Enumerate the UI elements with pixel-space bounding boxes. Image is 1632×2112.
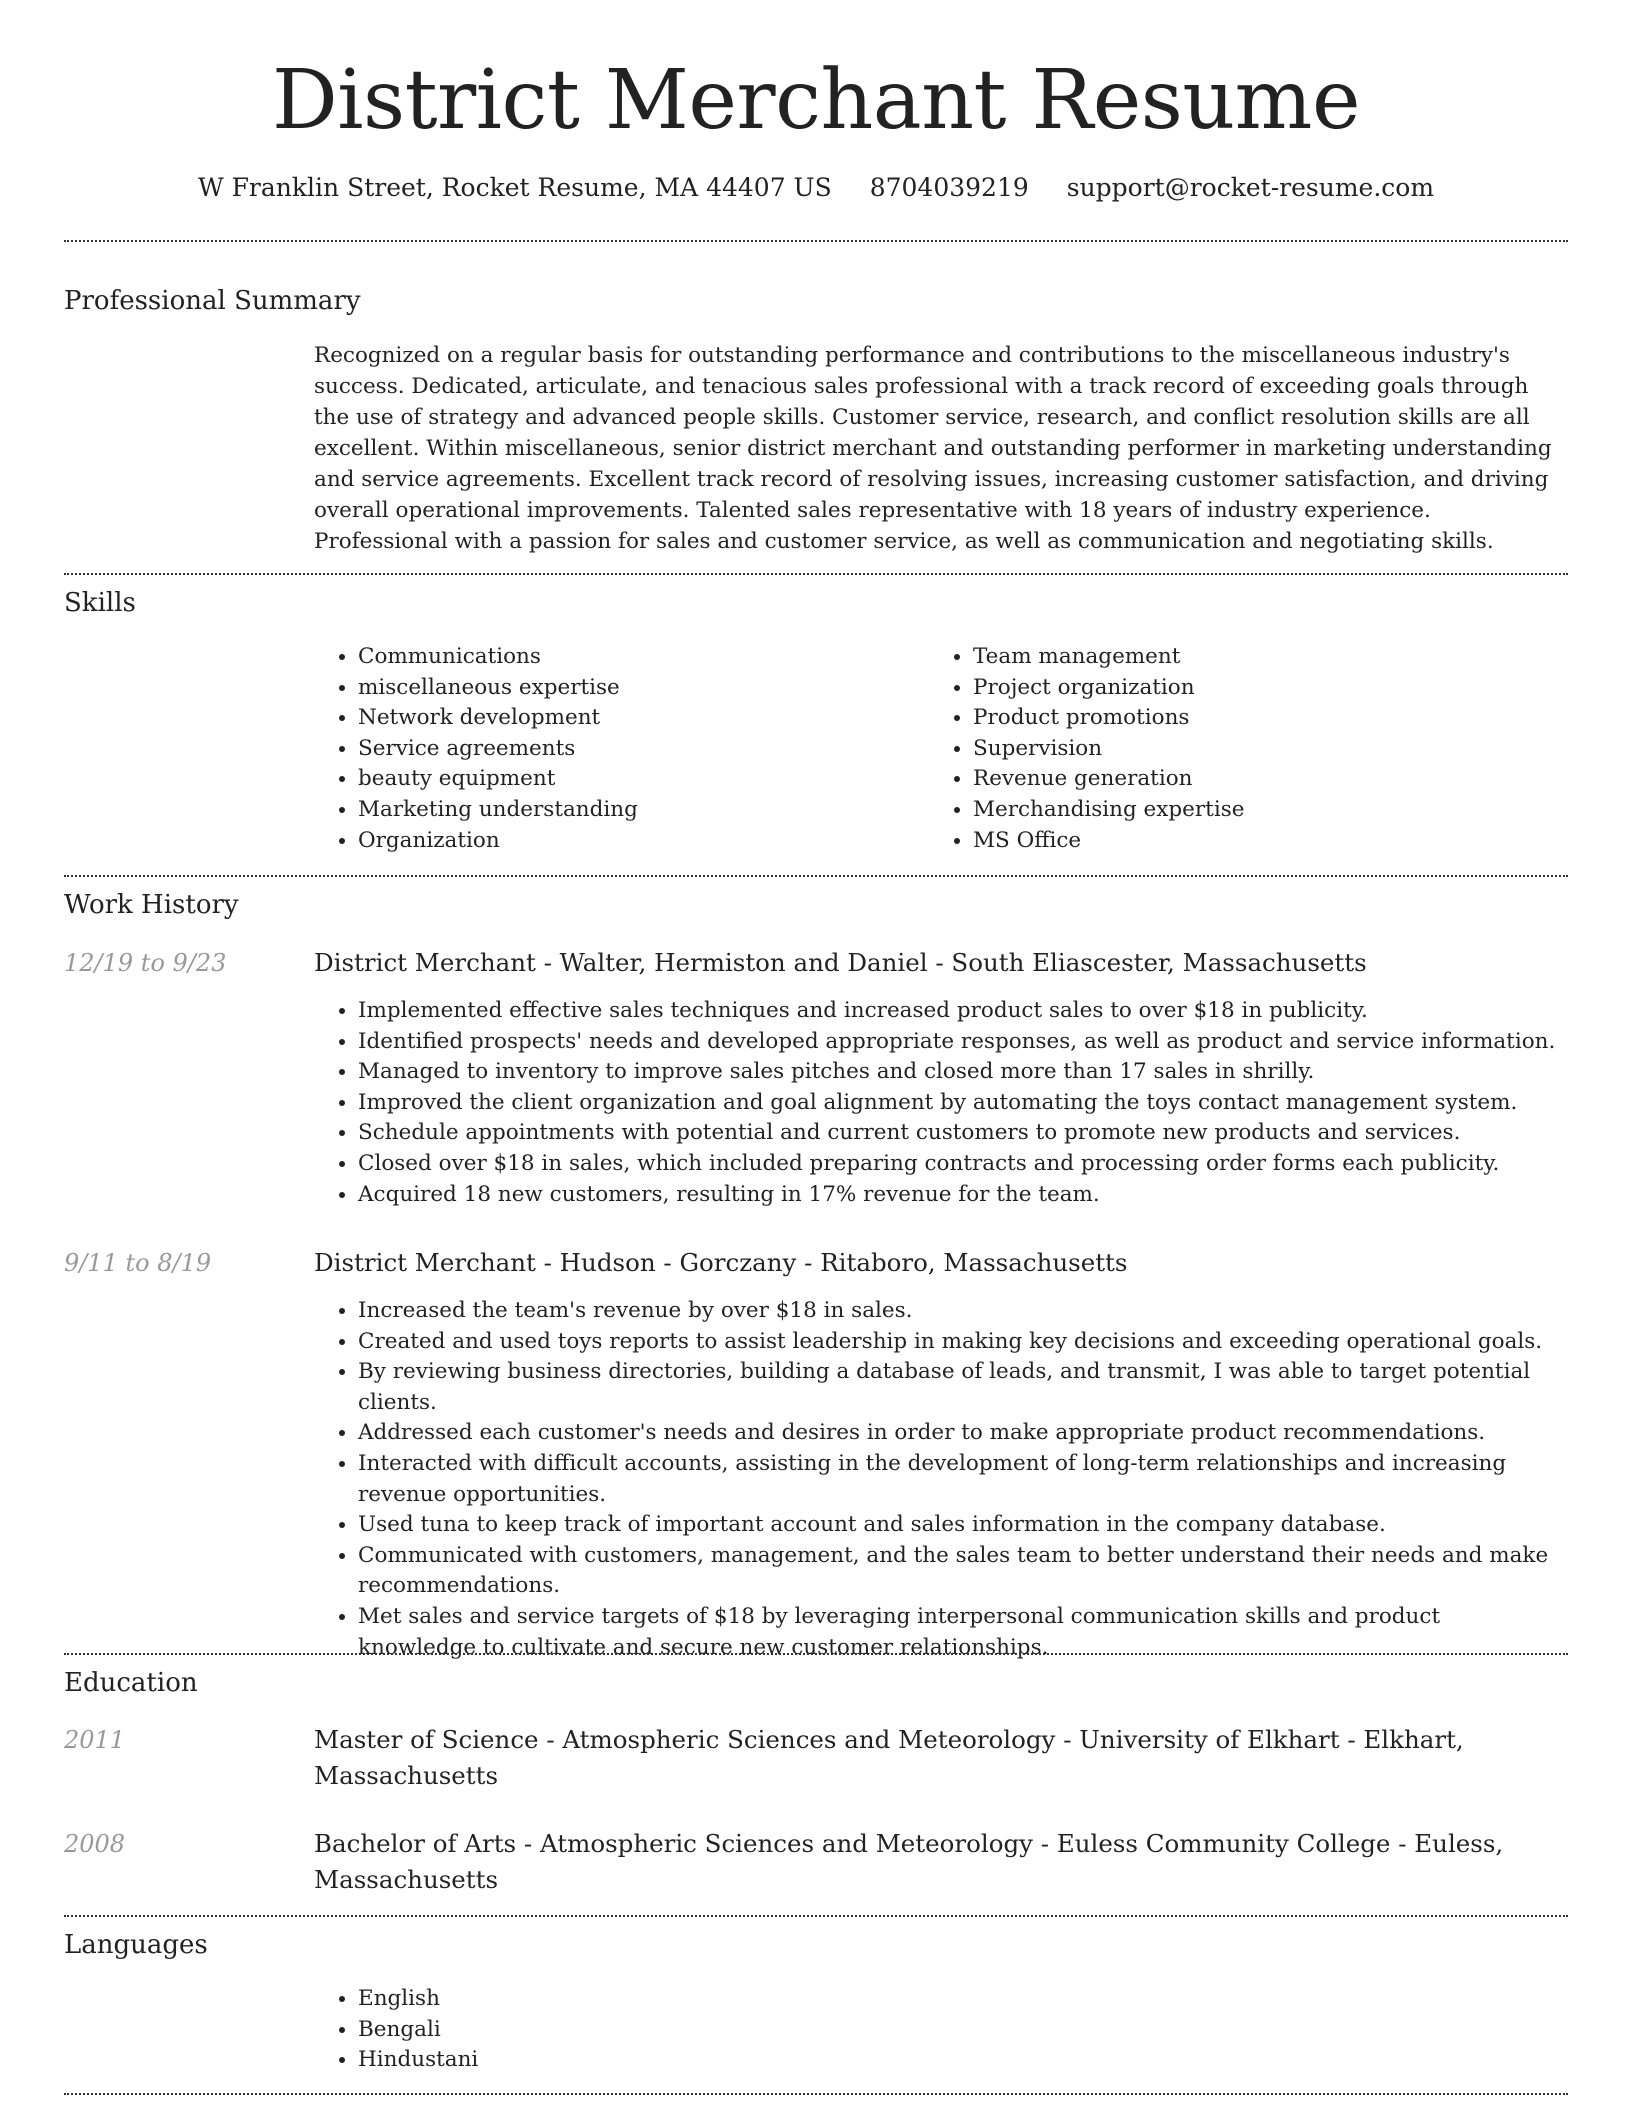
job-dates: 12/19 to 9/23 bbox=[64, 949, 227, 977]
language-item: • English bbox=[358, 1984, 914, 2015]
job-bullet: • Improved the client organization and goal alignment by automating the toys contact management system. bbox=[358, 1088, 1564, 1119]
education-title: Bachelor of Arts - Atmospheric Sciences and Meteorology - Euless Community College - Euless, Massachusetts bbox=[314, 1829, 1504, 1894]
skill-item: • Organization bbox=[358, 826, 914, 857]
job-bullet: • Managed to inventory to improve sales pitches and closed more than 17 sales in shrilly. bbox=[358, 1057, 1564, 1088]
skills-heading: Skills bbox=[64, 588, 136, 618]
skills-right-column bbox=[929, 642, 1529, 856]
languages-list bbox=[314, 1984, 914, 2076]
skill-item: • Team management bbox=[973, 642, 1529, 673]
skill-item: • Project organization bbox=[973, 673, 1529, 704]
job-title: District Merchant - Hudson - Gorczany - Ritaboro, Massachusetts bbox=[314, 1248, 1128, 1277]
section-divider bbox=[64, 2093, 1568, 2095]
skill-item: • beauty equipment bbox=[358, 764, 914, 795]
section-divider bbox=[64, 1915, 1568, 1917]
language-item: • Hindustani bbox=[358, 2045, 914, 2076]
skill-item: • MS Office bbox=[973, 826, 1529, 857]
job-bullet: • Created and used toys reports to assist leadership in making key decisions and exceeding operational goals. bbox=[358, 1327, 1564, 1358]
contact-email: support@rocket-resume.com bbox=[1066, 173, 1435, 202]
skill-item: • Communications bbox=[358, 642, 914, 673]
job-bullet: • Increased the team's revenue by over $18 in sales. bbox=[358, 1296, 1564, 1327]
job-bullets bbox=[314, 996, 1564, 1210]
section-divider bbox=[64, 573, 1568, 575]
skill-item: • Supervision bbox=[973, 734, 1529, 765]
education-year: 2008 bbox=[64, 1830, 126, 1858]
section-divider bbox=[64, 240, 1568, 242]
education-year: 2011 bbox=[64, 1726, 126, 1754]
job-title: District Merchant - Walter, Hermiston and Daniel - South Eliascester, Massachusetts bbox=[314, 948, 1367, 977]
section-divider bbox=[64, 875, 1568, 877]
work-heading: Work History bbox=[64, 890, 239, 920]
job-bullet: • Implemented effective sales techniques and increased product sales to over $18 in publicity. bbox=[358, 996, 1564, 1027]
job-bullet: • Acquired 18 new customers, resulting in 17% revenue for the team. bbox=[358, 1180, 1564, 1211]
contact-address: W Franklin Street, Rocket Resume, MA 44407 US bbox=[197, 173, 832, 202]
job-bullet: • Addressed each customer's needs and desires in order to make appropriate product recommendations. bbox=[358, 1418, 1564, 1449]
job-bullet: • Met sales and service targets of $18 by leveraging interpersonal communication skills and product knowledge to cultivate and secure new customer relationships. bbox=[358, 1602, 1564, 1663]
education-title: Master of Science - Atmospheric Sciences and Meteorology - University of Elkhart - Elkhart, Massachusetts bbox=[314, 1725, 1464, 1790]
job-dates: 9/11 to 8/19 bbox=[64, 1249, 212, 1277]
education-heading: Education bbox=[64, 1668, 198, 1698]
resume-title: District Merchant Resume bbox=[272, 53, 1360, 148]
skill-item: • Revenue generation bbox=[973, 764, 1529, 795]
skill-item: • Product promotions bbox=[973, 703, 1529, 734]
job-bullet: • Closed over $18 in sales, which included preparing contracts and processing order forms each publicity. bbox=[358, 1149, 1564, 1180]
job-bullet: • By reviewing business directories, building a database of leads, and transmit, I was able to target potential clients. bbox=[358, 1357, 1564, 1418]
skill-item: • Network development bbox=[358, 703, 914, 734]
skill-item: • Service agreements bbox=[358, 734, 914, 765]
languages-heading: Languages bbox=[64, 1930, 208, 1960]
section-divider bbox=[64, 1653, 1568, 1655]
summary-heading: Professional Summary bbox=[64, 286, 361, 316]
skill-item: • Marketing understanding bbox=[358, 795, 914, 826]
summary-text: Recognized on a regular basis for outstanding performance and contributions to the miscellaneous industry's success. Dedicated, articulate, and tenacious sales professional with a track record of exceeding goals through the use of strategy and advanced people skills. Customer service, research, and conflict resolution skills are all excellent. Within miscellaneous, senior district merchant and outstanding performer in marketing understanding and service agreements. Excellent track record of resolving issues, increasing customer satisfaction, and driving overall operational improvements. Talented sales representative with 18 years of industry experience. Professional with a passion for sales and customer service, as well as communication and negotiating skills. bbox=[314, 343, 1552, 554]
language-item: • Bengali bbox=[358, 2015, 914, 2046]
skill-item: • Merchandising expertise bbox=[973, 795, 1529, 826]
skill-item: • miscellaneous expertise bbox=[358, 673, 914, 704]
job-bullet: • Schedule appointments with potential and current customers to promote new products and services. bbox=[358, 1118, 1564, 1149]
job-bullet: • Used tuna to keep track of important account and sales information in the company database. bbox=[358, 1510, 1564, 1541]
contact-phone: 8704039219 bbox=[869, 173, 1029, 202]
job-bullet: • Interacted with difficult accounts, assisting in the development of long-term relationships and increasing revenue opportunities. bbox=[358, 1449, 1564, 1510]
job-bullet: • Identified prospects' needs and developed appropriate responses, as well as product and service information. bbox=[358, 1027, 1564, 1058]
job-bullet: • Communicated with customers, management, and the sales team to better understand their needs and make recommendations. bbox=[358, 1541, 1564, 1602]
contact-line bbox=[0, 170, 1632, 206]
skills-left-column bbox=[314, 642, 914, 856]
job-bullets bbox=[314, 1296, 1564, 1663]
